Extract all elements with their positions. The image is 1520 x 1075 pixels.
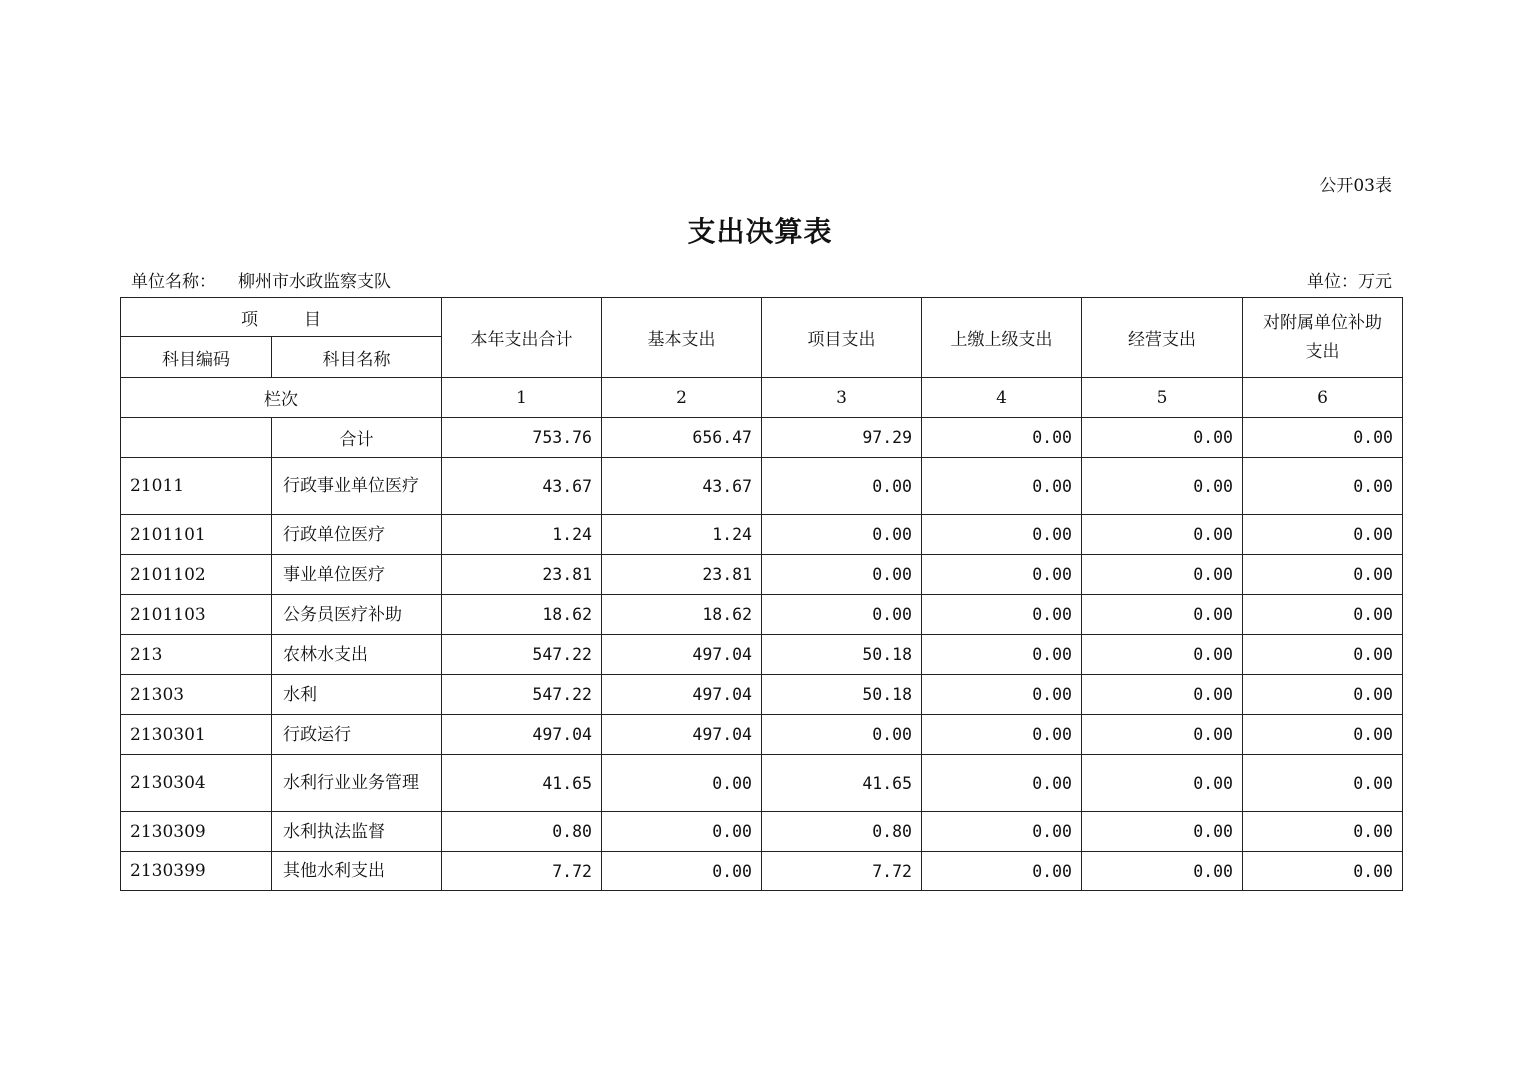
cell-value: 18.62 [442,595,602,635]
cell-value: 50.18 [762,675,922,715]
cell-name: 水利行业业务管理 [272,755,442,812]
cell-value: 50.18 [762,635,922,675]
cell-value: 0.00 [922,418,1082,458]
header-item-right: 目 [304,309,321,330]
table-row [121,755,1403,812]
header-col-no-label: 栏次 [121,378,442,418]
table-row [121,555,1403,595]
cell-value: 497.04 [602,675,762,715]
cell-value: 547.22 [442,635,602,675]
table-row [121,515,1403,555]
cell-value: 497.04 [442,715,602,755]
cell-value: 0.00 [922,595,1082,635]
cell-value: 0.00 [1243,418,1403,458]
unit-name-label: 单位名称： [131,272,216,292]
cell-value: 0.00 [1082,418,1243,458]
cell-code: 21011 [121,458,272,515]
unit-name-value: 柳州市水政监察支队 [238,272,391,292]
col-no: 5 [1082,378,1243,418]
cell-name: 水利 [272,675,442,715]
form-number: 公开03表 [1319,176,1392,196]
cell-value: 43.67 [442,458,602,515]
cell-code: 213 [121,635,272,675]
cell-value: 1.24 [442,515,602,555]
cell-value: 0.00 [1082,458,1243,515]
cell-value: 0.00 [762,458,922,515]
cell-value: 0.00 [1243,715,1403,755]
cell-name: 其他水利支出 [272,852,442,891]
cell-value: 1.24 [602,515,762,555]
cell-value: 0.00 [602,812,762,852]
cell-value: 0.00 [762,515,922,555]
table-row [121,675,1403,715]
table-row [121,595,1403,635]
cell-value: 0.80 [762,812,922,852]
cell-value: 0.00 [922,635,1082,675]
table-row [121,635,1403,675]
cell-value: 23.81 [442,555,602,595]
cell-value: 0.00 [762,715,922,755]
cell-value: 0.00 [1243,555,1403,595]
header-name: 科目名称 [272,337,442,378]
cell-value: 41.65 [442,755,602,812]
table-row [121,715,1403,755]
cell-value: 0.00 [1243,595,1403,635]
cell-value: 656.47 [602,418,762,458]
cell-value: 0.00 [1243,675,1403,715]
cell-code: 2130309 [121,812,272,852]
cell-name: 行政运行 [272,715,442,755]
cell-value: 41.65 [762,755,922,812]
col-no: 4 [922,378,1082,418]
cell-value: 0.00 [762,555,922,595]
cell-value: 0.00 [1082,635,1243,675]
expenditure-table [120,297,1403,891]
cell-code: 2101103 [121,595,272,635]
col-no: 2 [602,378,762,418]
cell-value: 0.00 [1082,715,1243,755]
cell-value: 0.00 [762,595,922,635]
cell-value: 0.00 [1243,635,1403,675]
cell-value: 497.04 [602,635,762,675]
col-no: 6 [1243,378,1403,418]
cell-value: 0.00 [1082,675,1243,715]
cell-value: 0.00 [1082,595,1243,635]
cell-name: 农林水支出 [272,635,442,675]
header-col-subsidy-text: 对附属单位补助支出 [1263,312,1382,362]
cell-value: 0.00 [1082,515,1243,555]
cell-code: 2130304 [121,755,272,812]
cell-value: 497.04 [602,715,762,755]
cell-value: 0.00 [922,812,1082,852]
col-no: 1 [442,378,602,418]
cell-value: 0.00 [1243,515,1403,555]
cell-value: 0.00 [922,715,1082,755]
col-no: 3 [762,378,922,418]
cell-value: 0.00 [1243,458,1403,515]
cell-value: 0.00 [1243,812,1403,852]
cell-value: 23.81 [602,555,762,595]
cell-code: 2101101 [121,515,272,555]
cell-value: 0.80 [442,812,602,852]
cell-code: 2130399 [121,852,272,891]
currency-unit: 单位：万元 [1307,272,1392,292]
header-col-project: 项目支出 [762,298,922,378]
cell-value: 0.00 [922,755,1082,812]
cell-name: 合计 [272,418,442,458]
cell-name: 公务员医疗补助 [272,595,442,635]
cell-value: 0.00 [1082,852,1243,891]
cell-code: 2130301 [121,715,272,755]
header-col-operating: 经营支出 [1082,298,1243,378]
cell-value: 0.00 [922,515,1082,555]
header-col-remit: 上缴上级支出 [922,298,1082,378]
header-col-subsidy [1243,298,1403,378]
table-row [121,852,1403,891]
cell-value: 0.00 [922,555,1082,595]
table-row [121,812,1403,852]
cell-value: 7.72 [762,852,922,891]
cell-name: 行政单位医疗 [272,515,442,555]
cell-value: 0.00 [602,755,762,812]
cell-value: 43.67 [602,458,762,515]
cell-name: 水利执法监督 [272,812,442,852]
cell-value: 0.00 [1082,555,1243,595]
cell-value: 0.00 [1243,755,1403,812]
cell-code: 2101102 [121,555,272,595]
cell-value: 753.76 [442,418,602,458]
header-col-basic: 基本支出 [602,298,762,378]
cell-value: 18.62 [602,595,762,635]
cell-name: 事业单位医疗 [272,555,442,595]
table-row [121,458,1403,515]
header-code: 科目编码 [121,337,272,378]
cell-value: 0.00 [602,852,762,891]
header-col-total: 本年支出合计 [442,298,602,378]
cell-value: 0.00 [1243,852,1403,891]
cell-value: 0.00 [1082,755,1243,812]
header-item-left: 项 [241,309,258,330]
cell-name: 行政事业单位医疗 [272,458,442,515]
cell-value: 0.00 [922,675,1082,715]
cell-code [121,418,272,458]
cell-code: 21303 [121,675,272,715]
cell-value: 0.00 [1082,812,1243,852]
cell-value: 547.22 [442,675,602,715]
total-row [121,418,1403,458]
header-item [121,298,442,337]
cell-value: 97.29 [762,418,922,458]
page-title: 支出决算表 [687,215,833,248]
cell-value: 0.00 [922,852,1082,891]
cell-value: 0.00 [922,458,1082,515]
unit-name [131,267,391,292]
cell-value: 7.72 [442,852,602,891]
